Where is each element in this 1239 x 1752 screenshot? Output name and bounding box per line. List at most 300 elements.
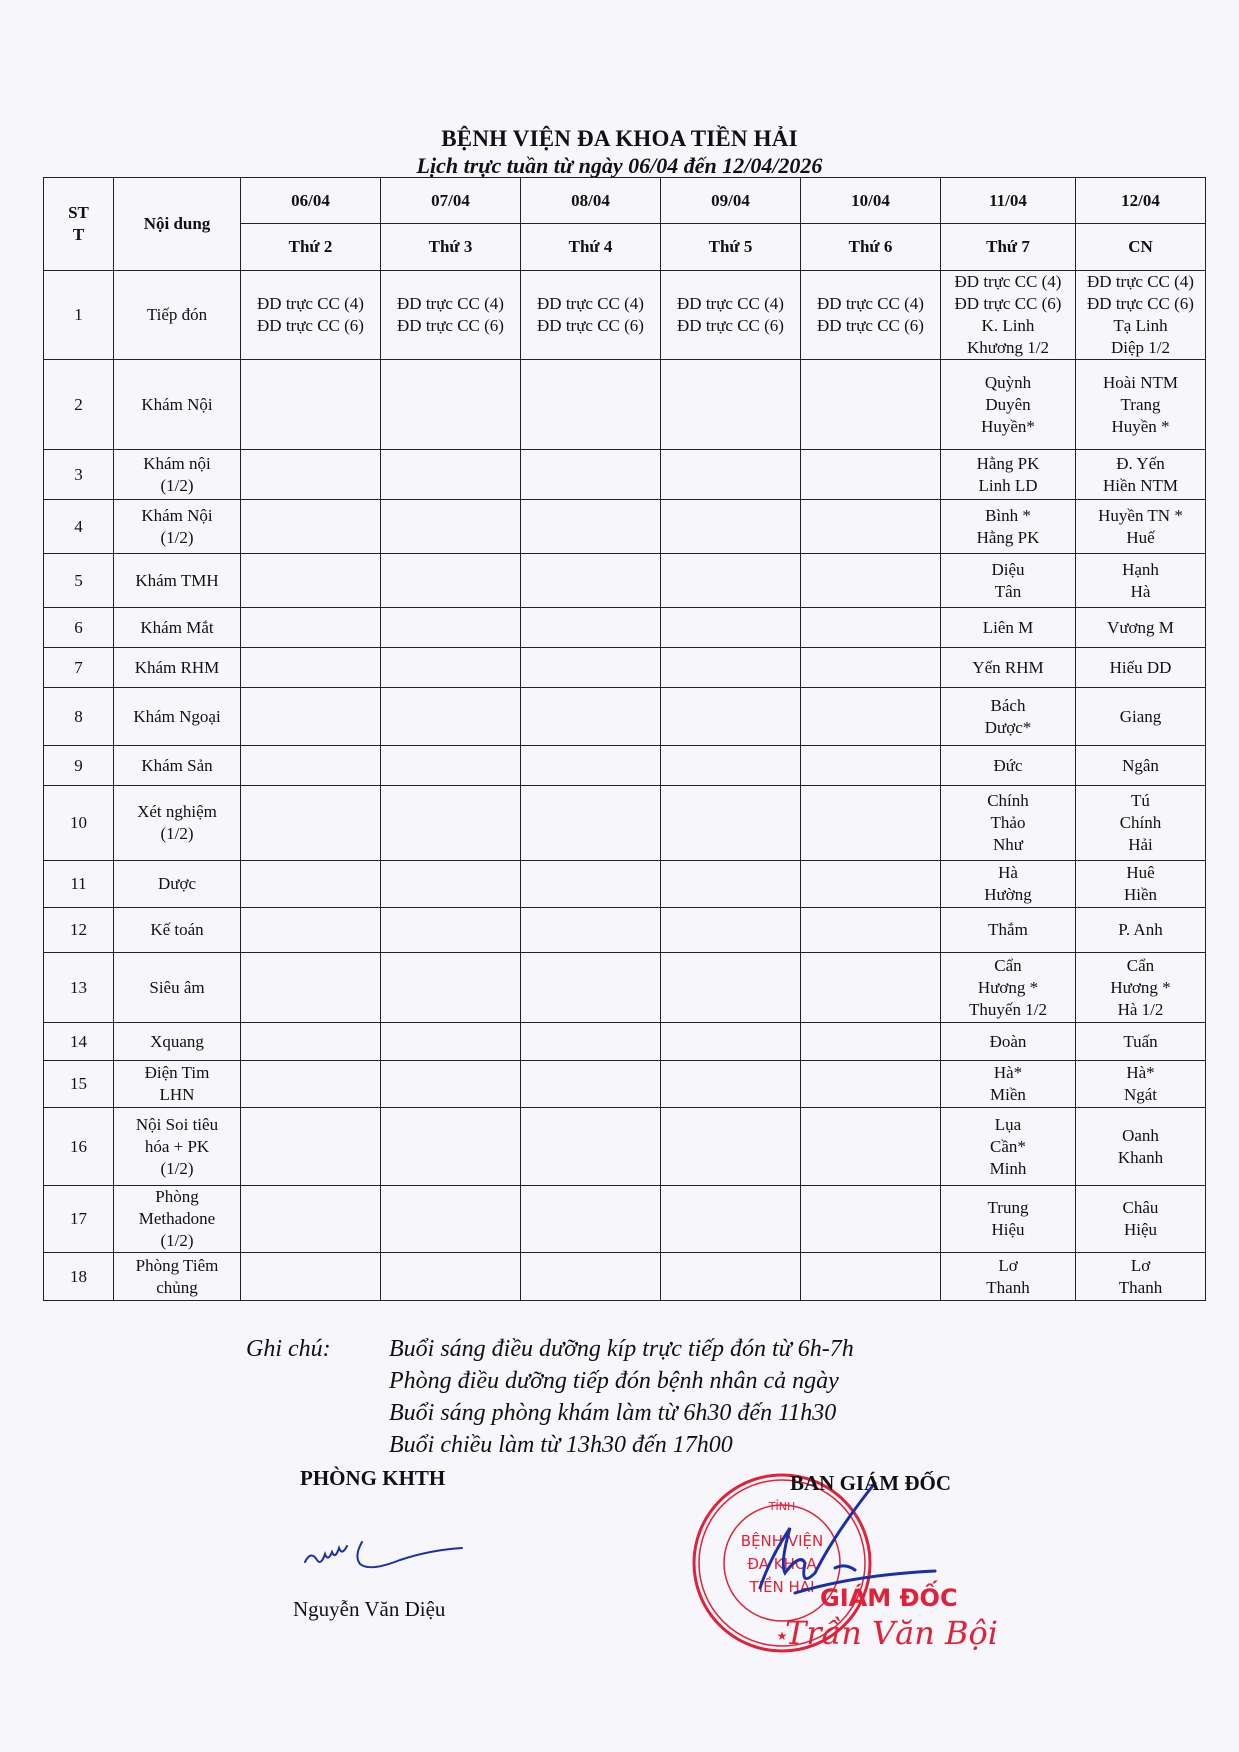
content-cell xyxy=(114,861,241,908)
duty-cell xyxy=(1076,1061,1206,1108)
svg-text:★: ★ xyxy=(776,1629,788,1643)
duty-cell xyxy=(661,271,801,360)
duty-cell xyxy=(801,271,941,360)
date-header: 10/04 xyxy=(801,178,941,224)
duty-cell xyxy=(661,648,801,688)
header-row-dates xyxy=(44,178,1206,224)
duty-cell xyxy=(241,1061,381,1108)
duty-name: Linh LD xyxy=(978,475,1038,495)
weekday-header: CN xyxy=(1076,224,1206,271)
duty-cell xyxy=(1076,360,1206,450)
stt-cell: 13 xyxy=(44,953,114,1023)
duty-name: Minh xyxy=(989,1158,1027,1178)
schedule-body xyxy=(44,271,1206,1301)
duty-cell xyxy=(521,271,661,360)
duty-name: Hằng PK xyxy=(976,453,1040,473)
table-row xyxy=(44,450,1206,500)
khth-department-title: PHÒNG KHTH xyxy=(300,1466,446,1490)
content-line: Khám TMH xyxy=(135,570,219,590)
duty-cell xyxy=(661,608,801,648)
content-line: Nội Soi tiêu xyxy=(135,1114,219,1134)
duty-cell xyxy=(801,688,941,746)
table-row xyxy=(44,1023,1206,1061)
duty-name: Hoài NTM xyxy=(1102,372,1179,392)
duty-name: Trang xyxy=(1120,394,1161,414)
duty-cell xyxy=(801,360,941,450)
duty-cell xyxy=(941,861,1076,908)
duty-name: Liên M xyxy=(982,617,1034,637)
duty-cell xyxy=(941,450,1076,500)
duty-name: Tạ Linh xyxy=(1113,316,1168,335)
stt-cell: 2 xyxy=(44,360,114,450)
duty-cell xyxy=(801,908,941,953)
duty-cell xyxy=(241,1108,381,1186)
content-line: Dược xyxy=(157,874,197,893)
duty-name: Oanh xyxy=(1122,1125,1159,1145)
notes-label: Ghi chú: xyxy=(246,1336,331,1362)
duty-name: Huyền* xyxy=(981,416,1035,436)
duty-cell xyxy=(661,1253,801,1301)
director-stamp-signature xyxy=(690,1468,1110,1658)
duty-name: Vương M xyxy=(1107,617,1174,637)
duty-name: Ngát xyxy=(1123,1085,1158,1104)
duty-cell xyxy=(1076,1108,1206,1186)
table-row xyxy=(44,608,1206,648)
duty-cell xyxy=(241,608,381,648)
duty-name: Huê xyxy=(1126,863,1155,882)
duty-name: Thuyến 1/2 xyxy=(969,999,1047,1019)
stamp-name: Trần Văn Bội xyxy=(785,1614,999,1652)
stamp-role: GIÁM ĐỐC xyxy=(820,1584,958,1612)
table-row xyxy=(44,500,1206,554)
duty-name: Hằng PK xyxy=(976,527,1040,547)
duty-cell xyxy=(801,500,941,554)
hospital-title: BỆNH VIỆN ĐA KHOA TIỀN HẢI xyxy=(441,126,798,151)
content-cell xyxy=(114,450,241,500)
stt-cell: 10 xyxy=(44,786,114,861)
duty-name: Thanh xyxy=(1118,1277,1163,1297)
duty-name: Đức xyxy=(993,755,1023,775)
stt-cell: 12 xyxy=(44,908,114,953)
content-header: Nội dung xyxy=(114,178,241,271)
duty-cell xyxy=(941,1108,1076,1186)
duty-name: ĐD trực CC (6) xyxy=(257,316,364,335)
duty-name: Huyền TN * xyxy=(1098,505,1183,525)
svg-text:TIỀN HẢI: TIỀN HẢI xyxy=(749,1578,815,1596)
duty-cell xyxy=(801,861,941,908)
duty-name: Lơ xyxy=(998,1255,1018,1275)
table-row xyxy=(44,271,1206,360)
content-cell xyxy=(114,688,241,746)
duty-cell xyxy=(801,746,941,786)
duty-cell xyxy=(241,1023,381,1061)
duty-cell xyxy=(941,608,1076,648)
content-cell xyxy=(114,1061,241,1108)
duty-cell xyxy=(801,608,941,648)
duty-cell xyxy=(381,688,521,746)
duty-cell xyxy=(521,450,661,500)
duty-name: Hà* xyxy=(993,1063,1023,1082)
duty-name: ĐD trực CC (4) xyxy=(537,294,644,313)
content-line: Siêu âm xyxy=(149,977,205,997)
content-cell xyxy=(114,608,241,648)
duty-name: Hiền xyxy=(1123,885,1158,904)
table-row xyxy=(44,360,1206,450)
content-line: (1/2) xyxy=(160,475,194,495)
duty-cell xyxy=(241,554,381,608)
content-line: Khám Nội xyxy=(141,505,213,525)
duty-cell xyxy=(241,1253,381,1301)
duty-name: Cần* xyxy=(990,1136,1026,1156)
stt-cell: 8 xyxy=(44,688,114,746)
stt-cell: 14 xyxy=(44,1023,114,1061)
stt-header-line: ST xyxy=(68,203,89,222)
content-cell xyxy=(114,360,241,450)
duty-cell xyxy=(241,360,381,450)
duty-cell xyxy=(521,861,661,908)
duty-cell xyxy=(521,953,661,1023)
stt-header xyxy=(44,178,114,271)
duty-cell xyxy=(941,554,1076,608)
duty-cell xyxy=(661,1108,801,1186)
stt-cell: 9 xyxy=(44,746,114,786)
duty-cell xyxy=(241,953,381,1023)
duty-cell xyxy=(661,688,801,746)
content-cell xyxy=(114,786,241,861)
content-line: Methadone xyxy=(138,1209,216,1228)
duty-cell xyxy=(1076,500,1206,554)
duty-cell xyxy=(1076,688,1206,746)
duty-name: Hà 1/2 xyxy=(1117,999,1164,1019)
duty-cell xyxy=(381,360,521,450)
duty-name: Như xyxy=(993,835,1023,854)
duty-cell xyxy=(381,746,521,786)
duty-cell xyxy=(801,953,941,1023)
duty-cell xyxy=(1076,450,1206,500)
duty-name: Hạnh xyxy=(1122,559,1159,579)
content-cell xyxy=(114,953,241,1023)
content-line: Khám Ngoại xyxy=(133,706,221,726)
duty-name: Yến RHM xyxy=(972,657,1044,677)
duty-cell xyxy=(241,746,381,786)
duty-name: Thảo xyxy=(990,813,1026,832)
duty-name: Huế xyxy=(1126,527,1155,547)
duty-cell xyxy=(241,450,381,500)
table-row xyxy=(44,1108,1206,1186)
duty-cell xyxy=(941,500,1076,554)
weekday-header: Thứ 3 xyxy=(381,224,521,271)
duty-cell xyxy=(941,648,1076,688)
duty-cell xyxy=(521,908,661,953)
content-cell xyxy=(114,1108,241,1186)
duty-cell xyxy=(661,1186,801,1253)
duty-cell xyxy=(521,786,661,861)
duty-cell xyxy=(521,360,661,450)
stt-cell: 16 xyxy=(44,1108,114,1186)
duty-name: ĐD trực CC (6) xyxy=(954,294,1062,313)
duty-cell xyxy=(941,1023,1076,1061)
date-header: 11/04 xyxy=(941,178,1076,224)
duty-cell xyxy=(661,554,801,608)
stt-cell: 3 xyxy=(44,450,114,500)
board-of-directors-title: BAN GIÁM ĐỐC xyxy=(790,1471,951,1495)
duty-name: Hương * xyxy=(1110,977,1171,997)
duty-cell xyxy=(801,450,941,500)
duty-cell xyxy=(661,1061,801,1108)
duty-name: Khanh xyxy=(1117,1147,1164,1167)
content-line: Phòng Tiêm xyxy=(135,1255,219,1275)
duty-cell xyxy=(941,688,1076,746)
duty-cell xyxy=(381,648,521,688)
date-header: 12/04 xyxy=(1076,178,1206,224)
content-cell xyxy=(114,1186,241,1253)
duty-cell xyxy=(801,1108,941,1186)
duty-cell xyxy=(381,1186,521,1253)
duty-cell xyxy=(801,1186,941,1253)
duty-cell xyxy=(1076,554,1206,608)
duty-cell xyxy=(801,554,941,608)
duty-name: Chính xyxy=(1119,813,1162,832)
duty-cell xyxy=(521,1253,661,1301)
duty-cell xyxy=(1076,861,1206,908)
duty-cell xyxy=(381,271,521,360)
duty-name: Hiệu xyxy=(991,1220,1025,1239)
duty-name: Lụa xyxy=(994,1114,1022,1134)
duty-cell xyxy=(521,688,661,746)
duty-cell xyxy=(941,953,1076,1023)
table-row xyxy=(44,1253,1206,1301)
duty-name: Hiếu DD xyxy=(1109,657,1172,677)
duty-name: Hiệu xyxy=(1123,1220,1158,1239)
duty-cell xyxy=(241,688,381,746)
duty-cell xyxy=(381,1253,521,1301)
duty-cell xyxy=(801,1023,941,1061)
content-cell xyxy=(114,271,241,360)
duty-cell xyxy=(521,500,661,554)
duty-cell xyxy=(521,1061,661,1108)
content-line: Khám Mắt xyxy=(140,617,214,637)
stt-cell: 5 xyxy=(44,554,114,608)
duty-cell xyxy=(521,648,661,688)
duty-cell xyxy=(241,908,381,953)
duty-cell xyxy=(241,648,381,688)
duty-name: ĐD trực CC (4) xyxy=(1087,272,1194,291)
duty-cell xyxy=(801,786,941,861)
duty-cell xyxy=(661,861,801,908)
duty-name: ĐD trực CC (4) xyxy=(397,294,504,313)
duty-cell xyxy=(661,450,801,500)
duty-name: Tân xyxy=(994,581,1022,601)
duty-cell xyxy=(1076,1023,1206,1061)
content-cell xyxy=(114,500,241,554)
duty-name: K. Linh xyxy=(981,316,1035,335)
duty-cell xyxy=(241,271,381,360)
date-header: 08/04 xyxy=(521,178,661,224)
table-row xyxy=(44,1186,1206,1253)
khth-signature xyxy=(300,1530,480,1580)
duty-cell xyxy=(941,746,1076,786)
stt-cell: 1 xyxy=(44,271,114,360)
weekday-header: Thứ 5 xyxy=(661,224,801,271)
duty-name: Thanh xyxy=(986,1277,1030,1297)
duty-cell xyxy=(661,500,801,554)
duty-cell xyxy=(661,908,801,953)
stt-cell: 11 xyxy=(44,861,114,908)
duty-name: Trung xyxy=(987,1198,1029,1217)
duty-name: Ngân xyxy=(1122,755,1159,775)
duty-name: Cẩn xyxy=(1126,955,1155,975)
duty-name: Khương 1/2 xyxy=(967,338,1049,357)
content-line: (1/2) xyxy=(160,1158,194,1178)
khth-signer-name: Nguyễn Văn Diệu xyxy=(293,1597,446,1621)
duty-cell xyxy=(241,861,381,908)
duty-cell xyxy=(1076,648,1206,688)
table-row xyxy=(44,953,1206,1023)
duty-name: Hương * xyxy=(977,977,1039,997)
duty-cell xyxy=(241,786,381,861)
duty-name: Giang xyxy=(1119,706,1162,726)
content-line: Tiếp đón xyxy=(146,305,208,324)
duty-cell xyxy=(521,1108,661,1186)
duty-name: P. Anh xyxy=(1118,920,1163,939)
duty-cell xyxy=(661,953,801,1023)
table-row xyxy=(44,554,1206,608)
content-line: hóa + PK xyxy=(144,1136,210,1156)
duty-cell xyxy=(941,1061,1076,1108)
duty-cell xyxy=(381,500,521,554)
weekday-header: Thứ 4 xyxy=(521,224,661,271)
table-row xyxy=(44,1061,1206,1108)
duty-cell xyxy=(381,953,521,1023)
content-line: chủng xyxy=(156,1277,198,1297)
table-row xyxy=(44,648,1206,688)
duty-cell xyxy=(941,1253,1076,1301)
table-row xyxy=(44,786,1206,861)
duty-name: Quỳnh xyxy=(984,372,1032,392)
duty-name: Tú xyxy=(1131,791,1150,810)
duty-name: Bình * xyxy=(985,505,1031,525)
content-cell xyxy=(114,908,241,953)
duty-name: Lơ xyxy=(1130,1255,1151,1275)
content-cell xyxy=(114,554,241,608)
date-header: 06/04 xyxy=(241,178,381,224)
notes-lines xyxy=(389,1333,854,1461)
content-cell xyxy=(114,648,241,688)
duty-name: ĐD trực CC (6) xyxy=(817,316,924,335)
duty-name: Hải xyxy=(1128,835,1153,854)
duty-cell xyxy=(381,1061,521,1108)
weekday-header: Thứ 2 xyxy=(241,224,381,271)
stt-cell: 6 xyxy=(44,608,114,648)
duty-cell xyxy=(941,786,1076,861)
duty-name: Diệu xyxy=(991,559,1025,579)
duty-cell xyxy=(1076,271,1206,360)
content-line: Điện Tim xyxy=(144,1063,210,1082)
duty-cell xyxy=(1076,908,1206,953)
duty-cell xyxy=(1076,746,1206,786)
content-line: Khám RHM xyxy=(134,657,220,677)
duty-name: Duyên xyxy=(985,394,1031,414)
duty-name: Hà* xyxy=(1126,1063,1155,1082)
duty-cell xyxy=(1076,1186,1206,1253)
stt-cell: 7 xyxy=(44,648,114,688)
duty-cell xyxy=(521,608,661,648)
duty-cell xyxy=(941,1186,1076,1253)
table-row xyxy=(44,908,1206,953)
duty-cell xyxy=(801,1253,941,1301)
duty-cell xyxy=(381,1023,521,1061)
duty-cell xyxy=(941,360,1076,450)
duty-cell xyxy=(381,861,521,908)
stt-cell: 18 xyxy=(44,1253,114,1301)
date-header: 07/04 xyxy=(381,178,521,224)
duty-name: Châu xyxy=(1122,1198,1159,1217)
content-line: Xquang xyxy=(150,1031,204,1051)
note-line: Buổi chiều làm từ 13h30 đến 17h00 xyxy=(389,1432,733,1458)
duty-cell xyxy=(661,1023,801,1061)
duty-cell xyxy=(801,648,941,688)
content-line: (1/2) xyxy=(160,824,194,843)
duty-name: ĐD trực CC (4) xyxy=(817,294,924,313)
duty-name: Hường xyxy=(984,885,1032,904)
svg-text:ĐA KHOA: ĐA KHOA xyxy=(747,1555,817,1573)
duty-cell xyxy=(381,450,521,500)
duty-cell xyxy=(241,1186,381,1253)
stt-header-line: T xyxy=(72,225,85,244)
duty-name: ĐD trực CC (6) xyxy=(1087,294,1194,313)
duty-cell xyxy=(661,746,801,786)
duty-name: Hà xyxy=(1130,581,1151,601)
duty-name: Miền xyxy=(990,1085,1026,1104)
duty-cell xyxy=(1076,953,1206,1023)
duty-schedule-table xyxy=(43,177,1206,1301)
duty-name: ĐD trực CC (4) xyxy=(257,294,364,313)
duty-name: Đ. Yến xyxy=(1116,453,1165,473)
content-line: Xét nghiệm xyxy=(137,802,217,821)
weekday-header: Thứ 7 xyxy=(941,224,1076,271)
note-line: Buổi sáng điều dưỡng kíp trực tiếp đón từ 6h-7h xyxy=(389,1336,854,1362)
duty-cell xyxy=(381,554,521,608)
content-line: (1/2) xyxy=(160,527,194,547)
duty-cell xyxy=(801,1061,941,1108)
duty-name: Đoàn xyxy=(989,1031,1027,1051)
duty-name: ĐD trực CC (6) xyxy=(537,316,644,335)
content-line: (1/2) xyxy=(160,1231,194,1250)
content-line: LHN xyxy=(159,1085,195,1104)
svg-text:TỈNH: TỈNH xyxy=(768,1500,796,1513)
duty-name: Hà xyxy=(998,863,1018,882)
duty-name: Chính xyxy=(987,791,1029,810)
note-line: Buổi sáng phòng khám làm từ 6h30 đến 11h30 xyxy=(389,1400,837,1426)
duty-cell xyxy=(661,786,801,861)
duty-name: Cẩn xyxy=(994,955,1022,975)
duty-cell xyxy=(521,1186,661,1253)
duty-name: Tuấn xyxy=(1123,1031,1158,1051)
duty-cell xyxy=(381,786,521,861)
duty-cell xyxy=(941,908,1076,953)
content-cell xyxy=(114,1253,241,1301)
content-cell xyxy=(114,746,241,786)
table-row xyxy=(44,688,1206,746)
duty-cell xyxy=(381,908,521,953)
stt-cell: 17 xyxy=(44,1186,114,1253)
duty-cell xyxy=(381,1108,521,1186)
content-line: Khám nội xyxy=(143,453,211,473)
duty-name: ĐD trực CC (4) xyxy=(677,294,784,313)
note-line: Phòng điều dưỡng tiếp đón bệnh nhân cả ngày xyxy=(389,1368,839,1394)
duty-name: Diệp 1/2 xyxy=(1110,338,1171,357)
duty-cell xyxy=(521,1023,661,1061)
